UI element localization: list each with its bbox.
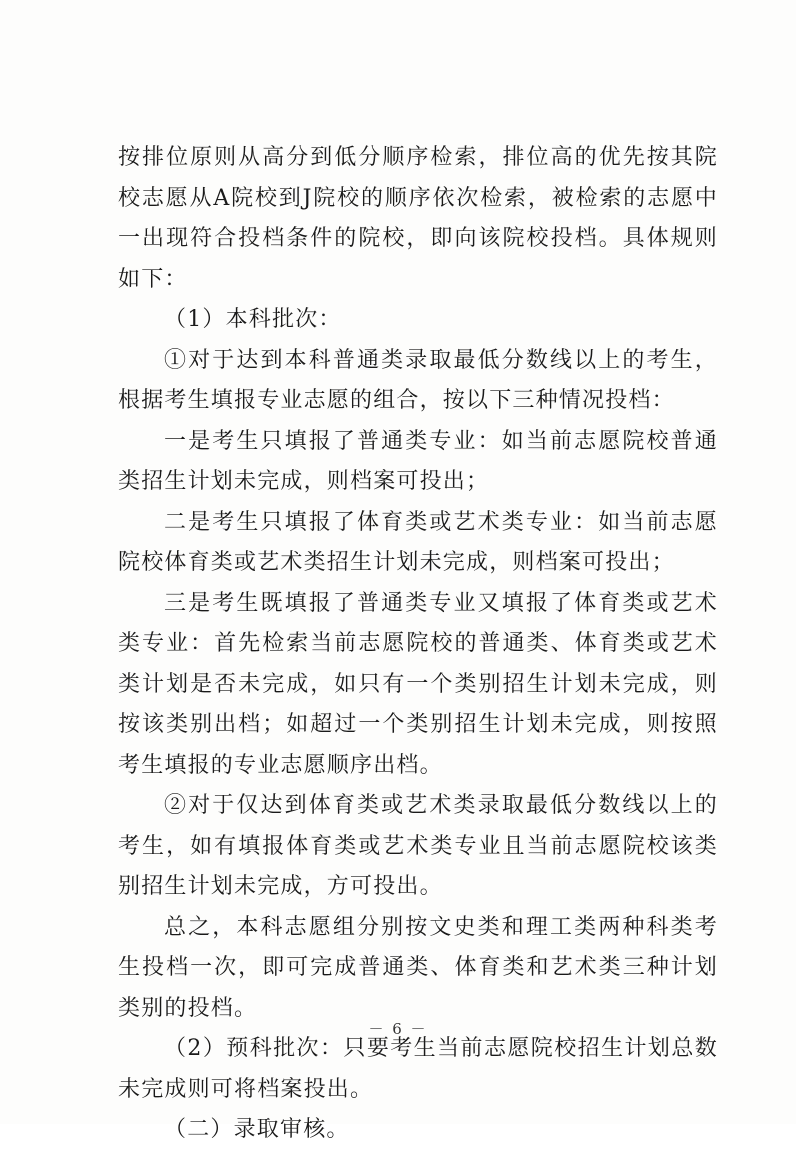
paragraph-case-two: 二是考生只填报了体育类或艺术类专业：如当前志愿院校体育类或艺术类招生计划未完成，则档案可投出； [118, 509, 718, 575]
heading-admission-review: （二）录取审核。 [164, 1117, 350, 1142]
paragraph-rules-intro: 按排位原则从高分到低分顺序检索，排位高的优先按其院校志愿从A院校到J院校的顺序依次检索，被检索的志愿中一出现符合投档条件的院校，即向该院校投档。具体规则如下： [118, 145, 718, 292]
paragraph-summary: 总之，本科志愿组分别按文史类和理工类两种科类考生投档一次，即可完成普通类、体育类和艺术类三种计划类别的投档。 [118, 914, 718, 1021]
paragraph-preparatory-batch: （2）预科批次：只要考生当前志愿院校招生计划总数未完成则可将档案投出。 [118, 1036, 718, 1102]
paragraph-regular-category: ①对于达到本科普通类录取最低分数线以上的考生，根据考生填报专业志愿的组合，按以下三种情况投档： [118, 347, 718, 413]
paragraph-sports-arts-only: ②对于仅达到体育类或艺术类录取最低分数线以上的考生，如有填报体育类或艺术类专业且当前志愿院校该类别招生计划未完成，方可投出。 [118, 793, 718, 899]
heading-undergraduate-batch: （1）本科批次： [164, 307, 342, 332]
paragraph-case-one: 一是考生只填报了普通类专业：如当前志愿院校普通类招生计划未完成，则档案可投出； [118, 428, 718, 494]
page-number: － 6 － [368, 1020, 428, 1038]
paragraph-case-three: 三是考生既填报了普通类专业又填报了体育类或艺术类专业：首先检索当前志愿院校的普通类、体育类或艺术类计划是否未完成，如只有一个类别招生计划未完成，则按该类别出档；如超过一个类别招生计划未完成，则按照考生填报的专业志愿顺序出档。 [118, 590, 718, 778]
body-text [118, 138, 718, 1151]
